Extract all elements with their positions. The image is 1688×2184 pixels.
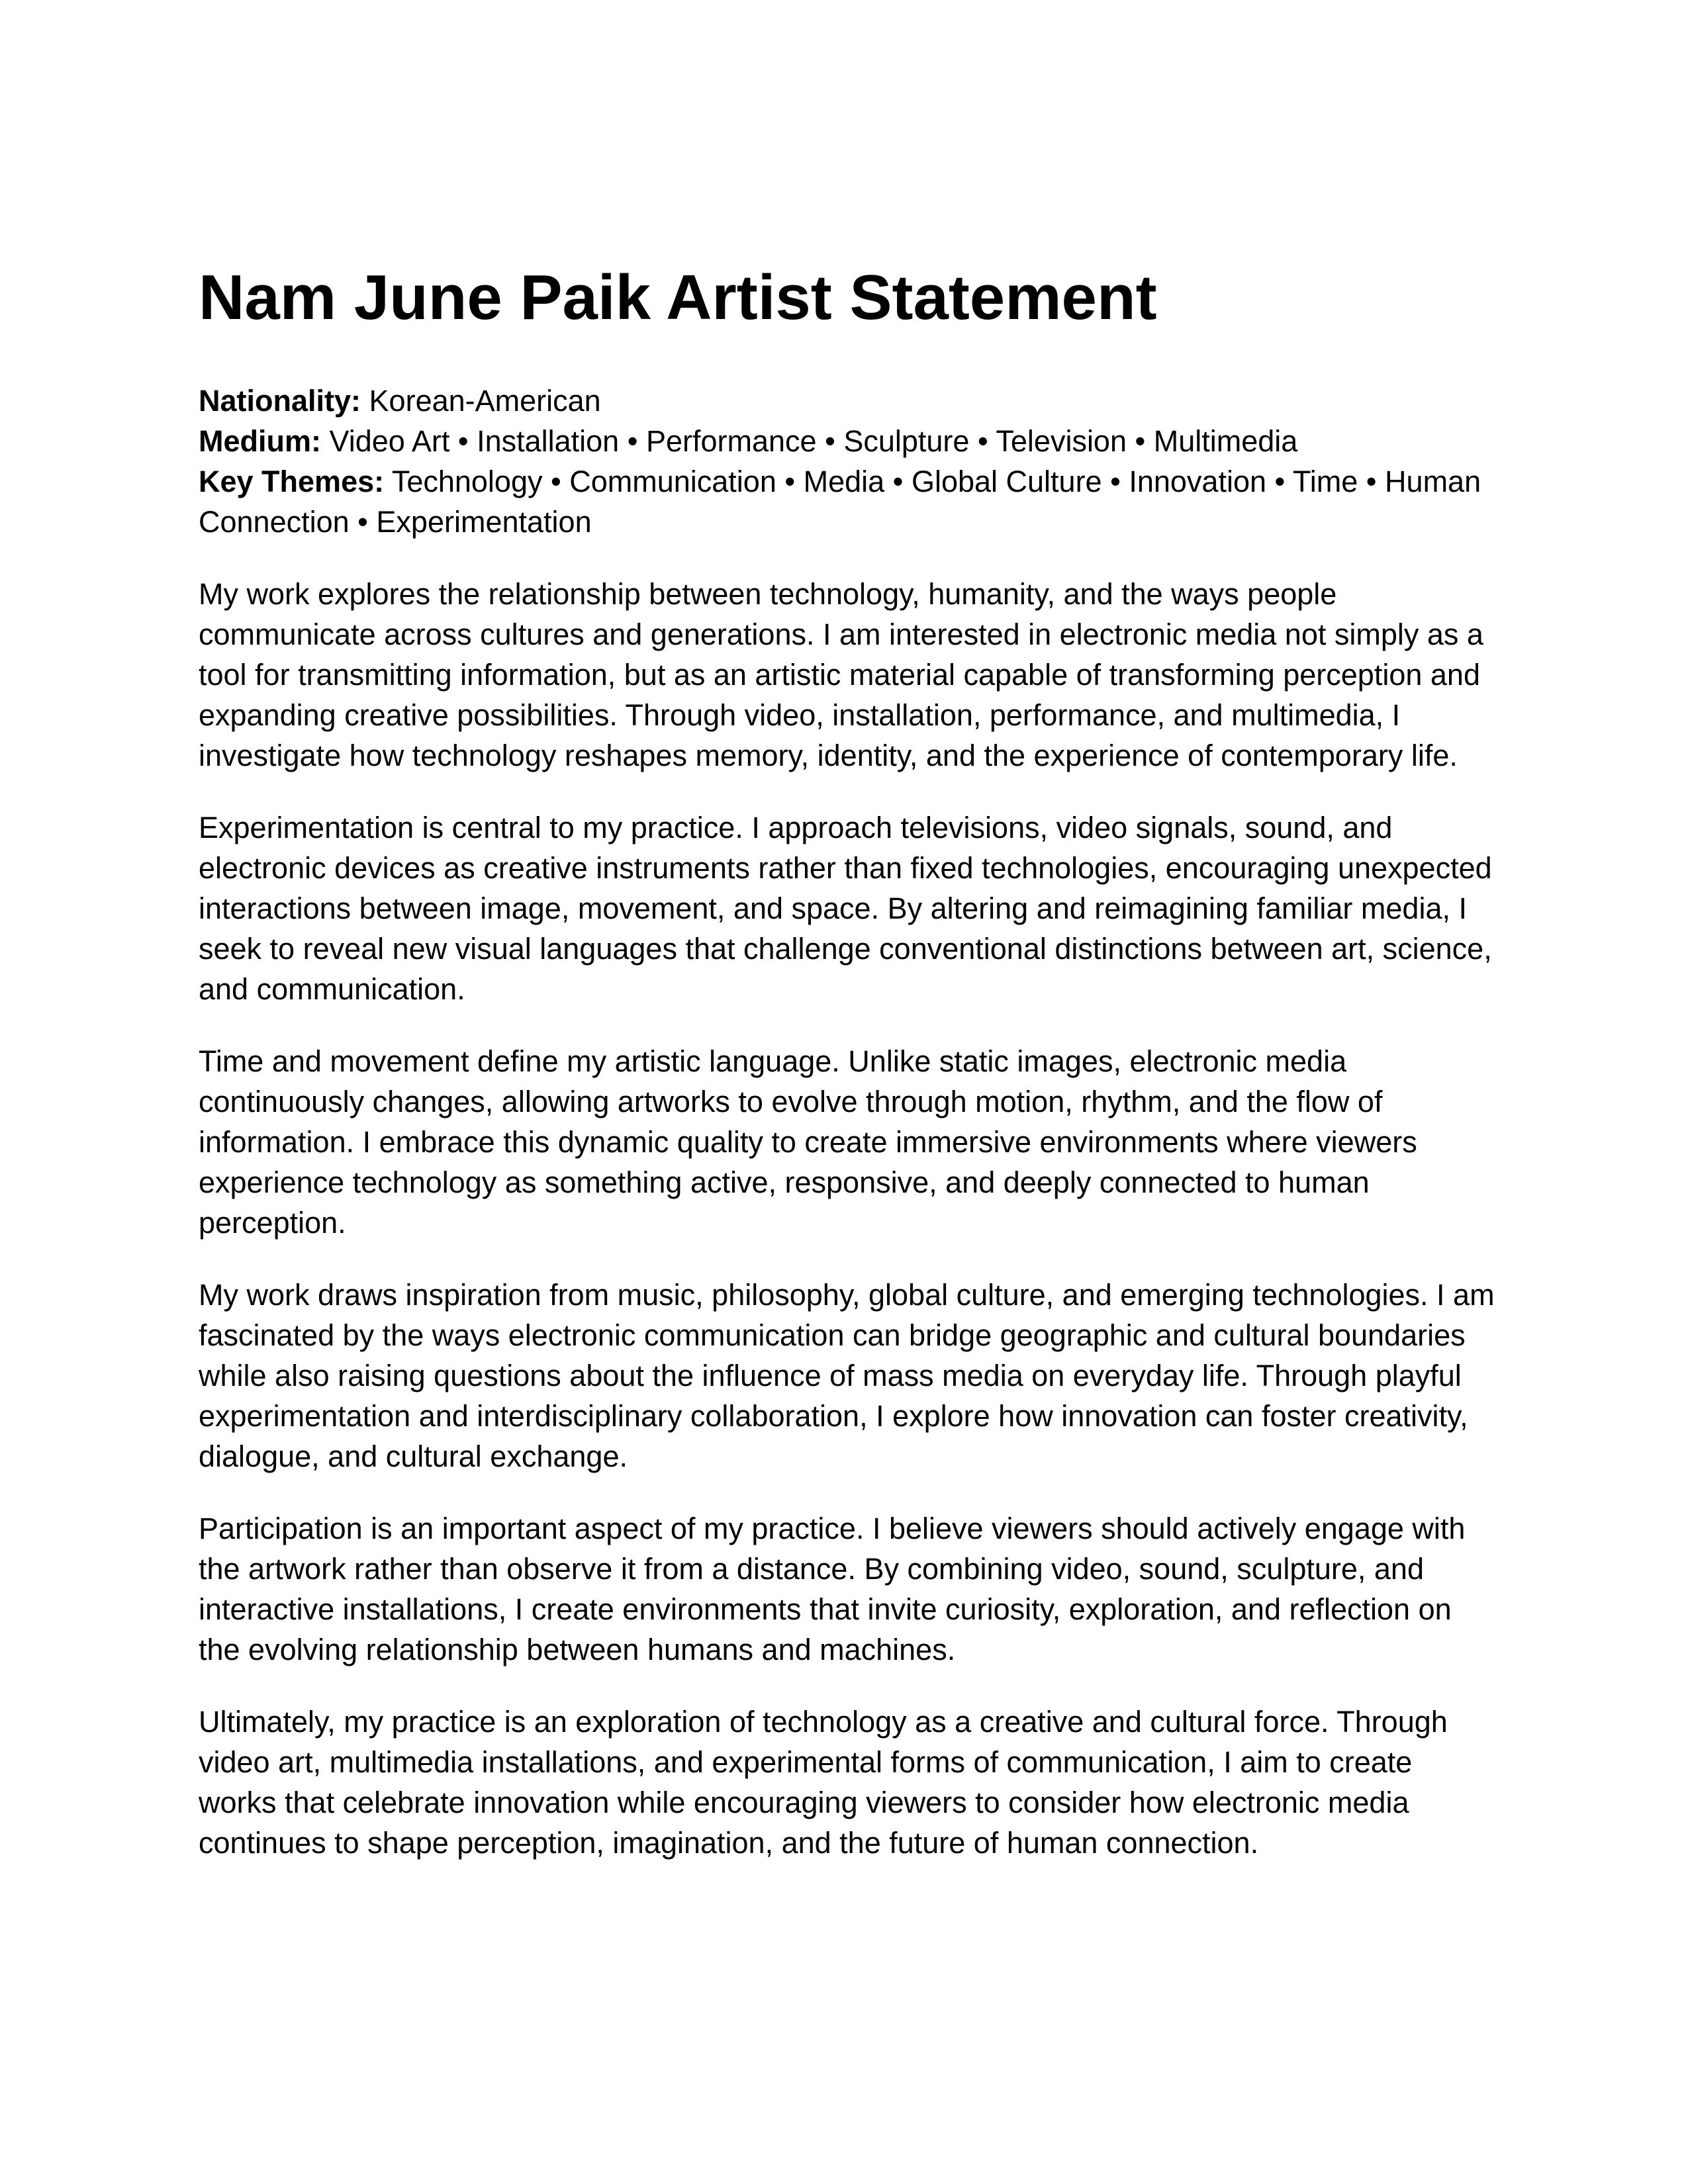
paragraph: Ultimately, my practice is an exploration of technology as a creative and cultural force. Through video art, multimedia installations, and experimental forms of communication, I aim to create works that celebrate innovation while encouraging viewers to consider how electronic media continues to shape perception, imagination, and the future of human connection. [199, 1705, 1448, 1860]
paragraph: Participation is an important aspect of my practice. I believe viewers should actively engage with the artwork rather than observe it from a distance. By combining video, sound, sculpture, and interactive installations, I create environments that invite curiosity, exploration, and reflection on the evolving relationship between humans and machines. [199, 1512, 1466, 1666]
paragraph: Time and movement define my artistic language. Unlike static images, electronic media continuously changes, allowing artworks to evolve through motion, rhythm, and the flow of information. I embrace this dynamic quality to create immersive environments where viewers experience technology as something active, responsive, and deeply connected to human perception. [199, 1044, 1417, 1240]
paragraph: My work draws inspiration from music, philosophy, global culture, and emerging technologies. I am fascinated by the ways electronic communication can bridge geographic and cultural boundaries while also raising questions about the influence of mass media on everyday life. Through playful experimentation and interdisciplinary collaboration, I explore how innovation can foster creativity, dialogue, and cultural exchange. [199, 1278, 1495, 1473]
meta-key-themes [199, 461, 1496, 542]
meta-label: Key Themes: [199, 465, 385, 498]
meta-value: Technology • Communication • Media • Global Culture • Innovation • Time • Human Connection • Experimentation [199, 465, 1481, 539]
meta-value: Korean-American [369, 384, 601, 418]
document-page [199, 255, 1496, 1895]
paragraph: My work explores the relationship between technology, humanity, and the ways people communicate across cultures and generations. I am interested in electronic media not simply as a tool for transmitting information, but as an artistic material capable of transforming perception and expanding creative possibilities. Through video, installation, performance, and multimedia, I investigate how technology reshapes memory, identity, and the experience of contemporary life. [199, 577, 1483, 772]
meta-label: Nationality: [199, 384, 361, 418]
document-title: Nam June Paik Artist Statement [199, 262, 1157, 333]
meta-nationality [199, 381, 1496, 421]
meta-label: Medium: [199, 424, 321, 458]
meta-medium [199, 421, 1496, 461]
meta-value: Video Art • Installation • Performance • Sculpture • Television • Multimedia [329, 424, 1298, 458]
artist-meta [199, 381, 1496, 542]
paragraph: Experimentation is central to my practice. I approach televisions, video signals, sound, and electronic devices as creative instruments rather than fixed technologies, encouraging unexpected interactions between image, movement, and space. By altering and reimagining familiar media, I seek to reveal new visual languages that challenge conventional distinctions between art, science, and communication. [199, 811, 1492, 1006]
